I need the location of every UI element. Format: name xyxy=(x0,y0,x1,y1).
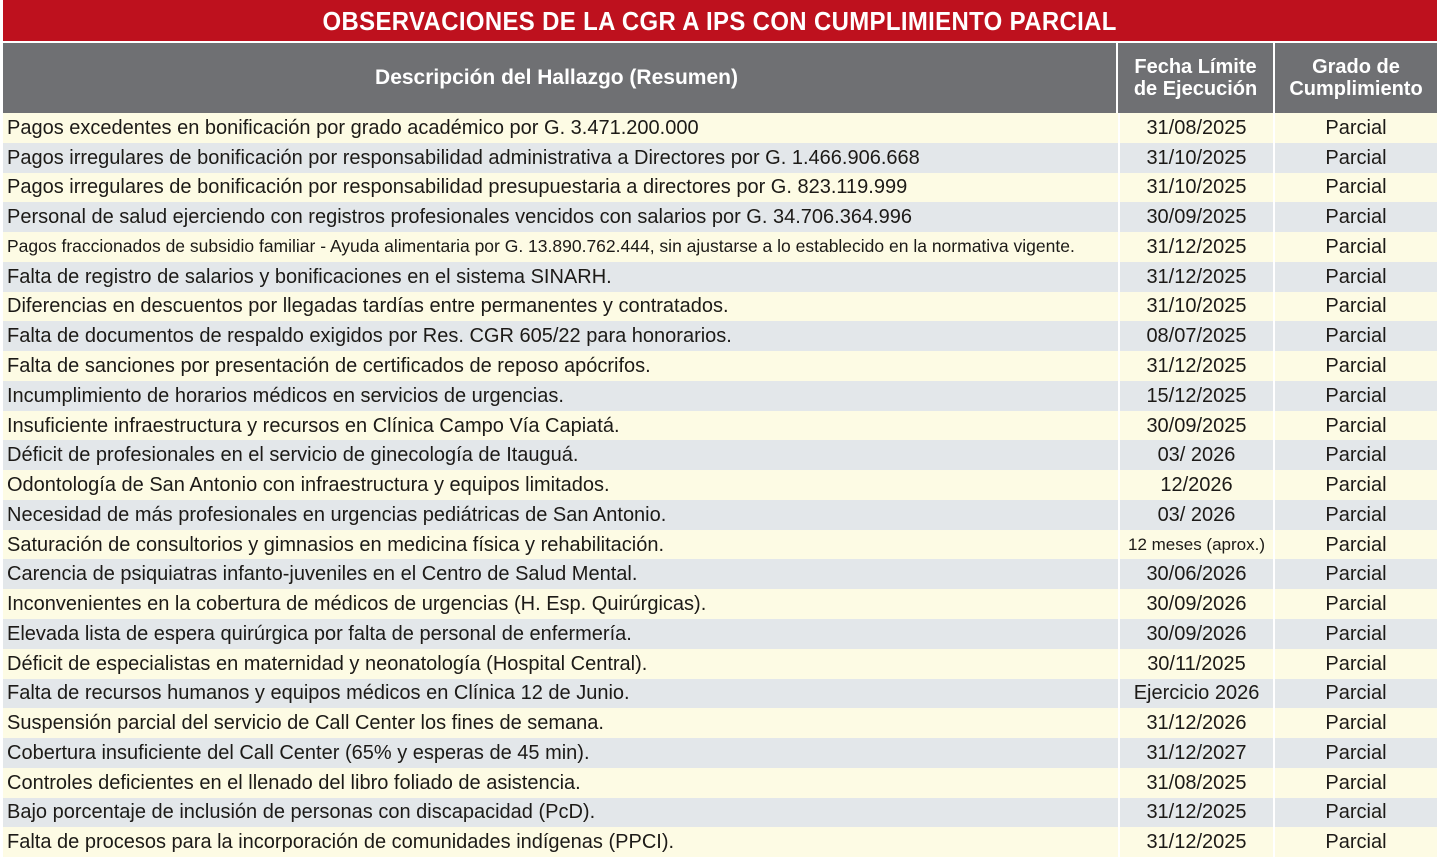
cell-compliance-status: Parcial xyxy=(1325,355,1387,377)
cell-deadline: 30/11/2025 xyxy=(1118,649,1275,679)
table-row xyxy=(3,679,1437,709)
cell-deadline: 31/10/2025 xyxy=(1118,173,1275,203)
cell-description: Falta de documentos de respaldo exigidos por Res. CGR 605/22 para honorarios. xyxy=(7,325,732,348)
cell-description: Pagos irregulares de bonificación por responsabilidad presupuestaria a directores por G. 823.119.999 xyxy=(7,176,908,199)
cell-description: Necesidad de más profesionales en urgencias pediátricas de San Antonio. xyxy=(7,503,667,526)
column-header-description-label: Descripción del Hallazgo (Resumen) xyxy=(375,66,738,90)
cell-compliance-status: Parcial xyxy=(1325,206,1387,229)
cell-description: Déficit de profesionales en el servicio de ginecología de Itauguá. xyxy=(7,444,579,467)
column-header-deadline xyxy=(1118,43,1275,113)
table-row xyxy=(3,143,1437,173)
table-row xyxy=(3,559,1437,589)
table-header-row xyxy=(3,43,1437,113)
table-row xyxy=(3,589,1437,619)
table-title-band xyxy=(3,0,1437,43)
cell-compliance-status: Parcial xyxy=(1325,265,1387,288)
cell-description: Controles deficientes en el llenado del libro foliado de asistencia. xyxy=(7,771,581,794)
table-row xyxy=(3,321,1437,351)
cell-deadline: 30/09/2026 xyxy=(1118,619,1275,649)
column-header-compliance xyxy=(1275,43,1437,113)
table-row xyxy=(3,232,1437,262)
cell-compliance-status: Parcial xyxy=(1325,295,1387,318)
cell-deadline: 31/12/2025 xyxy=(1118,827,1275,857)
cell-compliance-status: Parcial xyxy=(1325,831,1387,854)
table-row xyxy=(3,649,1437,679)
cell-deadline: 30/09/2025 xyxy=(1118,202,1275,232)
cell-compliance-status: Parcial xyxy=(1325,474,1387,497)
cell-compliance-status: Parcial xyxy=(1325,235,1387,258)
cell-compliance-status: Parcial xyxy=(1325,593,1387,616)
cell-description: Carencia de psiquiatras infanto-juveniles en el Centro de Salud Mental. xyxy=(7,563,638,586)
cell-deadline: 03/ 2026 xyxy=(1118,440,1275,470)
cell-deadline: 31/12/2027 xyxy=(1118,738,1275,768)
table-row xyxy=(3,262,1437,292)
cell-description: Personal de salud ejerciendo con registros profesionales vencidos con salarios por G. 34.706.364.996 xyxy=(7,206,912,229)
cell-compliance-status: Parcial xyxy=(1325,176,1387,199)
cell-description: Falta de registro de salarios y bonificaciones en el sistema SINARH. xyxy=(7,265,612,288)
cell-description: Elevada lista de espera quirúrgica por falta de personal de enfermería. xyxy=(7,622,632,645)
cell-compliance-status: Parcial xyxy=(1325,682,1387,705)
cell-compliance-status: Parcial xyxy=(1325,771,1387,794)
table-row xyxy=(3,500,1437,530)
table-row xyxy=(3,768,1437,798)
cell-description: Falta de sanciones por presentación de certificados de reposo apócrifos. xyxy=(7,355,651,377)
table-row xyxy=(3,470,1437,500)
cell-compliance-status: Parcial xyxy=(1325,741,1387,764)
cell-deadline: 12/2026 xyxy=(1118,470,1275,500)
table-row xyxy=(3,530,1437,560)
cell-compliance-status: Parcial xyxy=(1325,414,1387,437)
cell-deadline: 30/09/2025 xyxy=(1118,411,1275,441)
cell-description: Falta de recursos humanos y equipos médicos en Clínica 12 de Junio. xyxy=(7,682,630,705)
cell-deadline: Ejercicio 2026 xyxy=(1118,679,1275,709)
cell-deadline: 31/10/2025 xyxy=(1118,292,1275,322)
table-row xyxy=(3,113,1437,143)
table-row xyxy=(3,827,1437,857)
cell-description: Saturación de consultorios y gimnasios en medicina física y rehabilitación. xyxy=(7,533,665,556)
cell-compliance-status: Parcial xyxy=(1325,325,1387,348)
cell-description: Incumplimiento de horarios médicos en servicios de urgencias. xyxy=(7,384,564,407)
cell-description: Déficit de especialistas en maternidad y neonatología (Hospital Central). xyxy=(7,652,648,675)
column-header-compliance-line1: Grado de xyxy=(1312,55,1400,78)
cell-compliance-status: Parcial xyxy=(1325,712,1387,735)
cell-compliance-status: Parcial xyxy=(1325,801,1387,824)
cell-description: Inconvenientes en la cobertura de médicos de urgencias (H. Esp. Quirúrgicas). xyxy=(7,593,707,616)
column-header-deadline-line2: de Ejecución xyxy=(1133,78,1258,100)
table-row xyxy=(3,292,1437,322)
cell-compliance-status: Parcial xyxy=(1325,652,1387,675)
table-row xyxy=(3,619,1437,649)
cell-description: Falta de procesos para la incorporación de comunidades indígenas (PPCI). xyxy=(7,831,675,854)
cell-compliance-status: Parcial xyxy=(1325,503,1387,526)
column-header-description xyxy=(3,43,1118,113)
cell-deadline: 12 meses (aprox.) xyxy=(1118,530,1275,560)
cell-deadline: 08/07/2025 xyxy=(1118,321,1275,351)
cell-deadline: 31/12/2025 xyxy=(1118,351,1275,381)
cell-description: Cobertura insuficiente del Call Center (65% y esperas de 45 min). xyxy=(7,741,590,764)
cell-deadline: 31/12/2025 xyxy=(1118,262,1275,292)
cell-deadline: 31/12/2026 xyxy=(1118,708,1275,738)
table-row xyxy=(3,411,1437,441)
cell-description: Insuficiente infraestructura y recursos en Clínica Campo Vía Capiatá. xyxy=(7,414,620,437)
cell-deadline: 30/06/2026 xyxy=(1118,559,1275,589)
cell-compliance-status: Parcial xyxy=(1325,444,1387,467)
cell-compliance-status: Parcial xyxy=(1325,116,1387,139)
cell-compliance-status: Parcial xyxy=(1325,563,1387,586)
cell-deadline: 31/12/2025 xyxy=(1118,232,1275,262)
table-row xyxy=(3,738,1437,768)
cell-deadline: 31/12/2025 xyxy=(1118,798,1275,828)
cell-deadline: 31/08/2025 xyxy=(1118,113,1275,143)
cell-compliance-status: Parcial xyxy=(1325,384,1387,407)
table-row xyxy=(3,708,1437,738)
cell-deadline: 03/ 2026 xyxy=(1118,500,1275,530)
cell-deadline: 30/09/2026 xyxy=(1118,589,1275,619)
table-row xyxy=(3,351,1437,381)
cell-compliance-status: Parcial xyxy=(1325,622,1387,645)
cell-description: Diferencias en descuentos por llegadas tardías entre permanentes y contratados. xyxy=(7,295,729,318)
cell-description: Pagos excedentes en bonificación por grado académico por G. 3.471.200.000 xyxy=(7,116,699,139)
cell-compliance-status: Parcial xyxy=(1325,533,1387,556)
cell-deadline: 31/10/2025 xyxy=(1118,143,1275,173)
table-body xyxy=(3,113,1437,857)
cell-deadline: 15/12/2025 xyxy=(1118,381,1275,411)
table-row xyxy=(3,381,1437,411)
table-row xyxy=(3,798,1437,828)
table-row xyxy=(3,173,1437,203)
table-row xyxy=(3,440,1437,470)
cell-compliance-status: Parcial xyxy=(1325,146,1387,169)
cell-description: Pagos irregulares de bonificación por responsabilidad administrativa a Directores por G. 1.466.906.668 xyxy=(7,146,920,169)
column-header-deadline-line1: Fecha Límite xyxy=(1134,55,1257,78)
page-title: OBSERVACIONES DE LA CGR A IPS CON CUMPLIMIENTO PARCIAL xyxy=(322,5,1118,36)
cell-description: Suspensión parcial del servicio de Call Center los fines de semana. xyxy=(7,712,604,735)
cell-deadline: 31/08/2025 xyxy=(1118,768,1275,798)
column-header-compliance-line2: Cumplimiento xyxy=(1289,78,1423,100)
table-row xyxy=(3,202,1437,232)
cell-description: Bajo porcentaje de inclusión de personas con discapacidad (PcD). xyxy=(7,801,596,824)
cell-description: Pagos fraccionados de subsidio familiar - Ayuda alimentaria por G. 13.890.762.444, sin ajustarse a lo establecido en la normativa vigente. xyxy=(7,236,1075,257)
cell-description: Odontología de San Antonio con infraestructura y equipos limitados. xyxy=(7,474,610,497)
